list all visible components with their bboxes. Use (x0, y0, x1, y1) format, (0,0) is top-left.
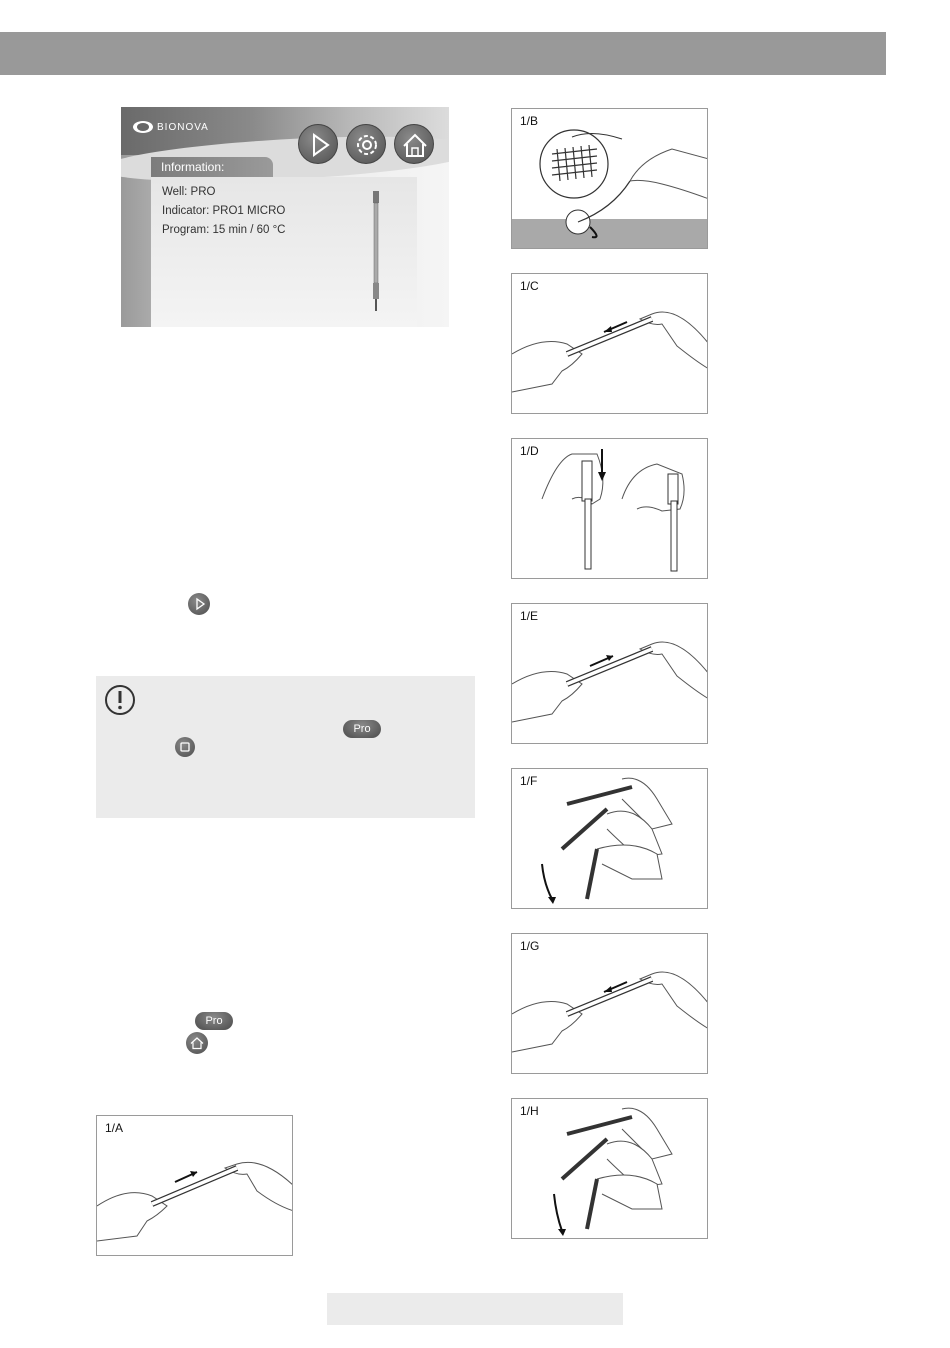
hand-insert-illustration (97, 1116, 293, 1256)
pro-button-icon: Pro (343, 720, 381, 738)
figure-label: 1/C (520, 279, 539, 293)
info-program: Program: 15 min / 60 °C (162, 224, 286, 236)
figure-label: 1/A (105, 1121, 124, 1135)
home-icon (395, 125, 435, 165)
figure-label: 1/F (520, 774, 538, 788)
figure-1a (96, 1115, 293, 1256)
swab-well-illustration (512, 109, 708, 249)
settings-button[interactable] (346, 124, 386, 164)
figure-label: 1/H (520, 1104, 539, 1118)
device-screen (121, 107, 449, 327)
shake-indicator-illustration (512, 769, 708, 909)
header-bar (0, 32, 886, 75)
info-indicator: Indicator: PRO1 MICRO (162, 205, 286, 217)
indicator-probe-image (371, 191, 381, 311)
note-box (96, 676, 475, 818)
figure-label: 1/B (520, 114, 539, 128)
figure-1g (511, 933, 708, 1074)
play-button[interactable] (298, 124, 338, 164)
inline-play-icon (188, 593, 210, 615)
figure-1c (511, 273, 708, 414)
hand-insert-illustration (512, 604, 708, 744)
info-title: Information: (151, 157, 273, 177)
figure-label: 1/G (520, 939, 540, 953)
bionova-logo-icon (133, 121, 153, 133)
shake-indicator-illustration (512, 1099, 708, 1239)
play-icon (299, 125, 339, 165)
footer-bar (327, 1293, 623, 1325)
gear-icon (347, 125, 387, 165)
figure-1d (511, 438, 708, 579)
pro-button-icon-2: Pro (195, 1012, 233, 1030)
info-well: Well: PRO (162, 186, 216, 198)
figure-label: 1/D (520, 444, 539, 458)
brand (133, 121, 209, 133)
figure-1f (511, 768, 708, 909)
hand-insert-illustration (512, 274, 708, 414)
activate-indicator-illustration (512, 439, 708, 579)
figure-1h (511, 1098, 708, 1239)
home-button[interactable] (394, 124, 434, 164)
figure-label: 1/E (520, 609, 539, 623)
inline-stop-icon (175, 737, 195, 757)
hand-insert-illustration (512, 934, 708, 1074)
figure-1b (511, 108, 708, 249)
figure-1e (511, 603, 708, 744)
inline-home-icon (186, 1032, 208, 1054)
exclamation-icon (104, 684, 136, 716)
brand-text: BIONOVA (157, 121, 209, 133)
